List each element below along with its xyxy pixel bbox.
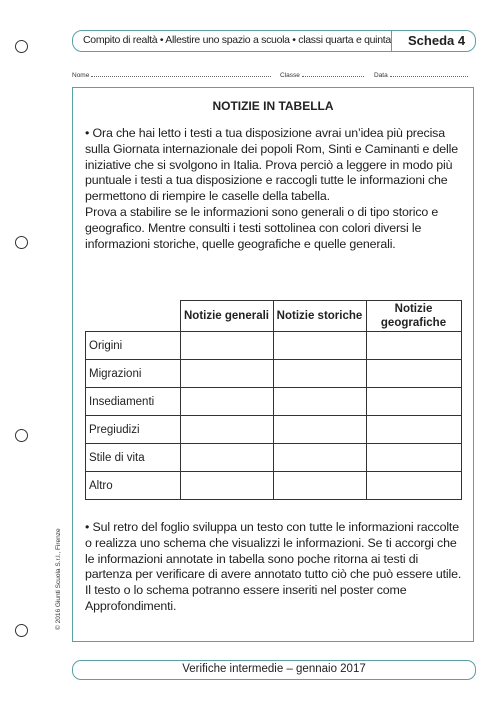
table-row bbox=[86, 360, 462, 388]
table-cell[interactable] bbox=[180, 360, 273, 388]
table-cell[interactable] bbox=[180, 416, 273, 444]
table-cell[interactable] bbox=[366, 388, 461, 416]
row-label-insediamenti: Insediamenti bbox=[86, 388, 181, 416]
exercise-title: NOTIZIE IN TABELLA bbox=[212, 99, 334, 113]
footer-text: Verifiche intermedie – gennaio 2017 bbox=[182, 663, 366, 675]
date-field[interactable] bbox=[374, 70, 468, 79]
row-label-stile-di-vita: Stile di vita bbox=[86, 444, 181, 472]
table-cell[interactable] bbox=[180, 332, 273, 360]
header-separator bbox=[391, 31, 392, 51]
header-title: Compito di realtà • Allestire uno spazio a scuola • classi quarta e quinta bbox=[83, 34, 391, 46]
class-field[interactable] bbox=[280, 70, 364, 79]
date-label: Data bbox=[374, 72, 388, 79]
exercise-box bbox=[72, 87, 474, 642]
table-cell[interactable] bbox=[273, 416, 366, 444]
table-row bbox=[86, 444, 462, 472]
table-cell[interactable] bbox=[273, 360, 366, 388]
column-header-geographic: Notizie geografiche bbox=[366, 301, 461, 332]
sheet-number: Scheda 4 bbox=[408, 33, 466, 48]
table-cell[interactable] bbox=[273, 472, 366, 500]
binder-hole-lower-middle bbox=[15, 429, 28, 442]
table-cell[interactable] bbox=[366, 416, 461, 444]
table-cell[interactable] bbox=[366, 472, 461, 500]
table-cell[interactable] bbox=[180, 388, 273, 416]
table-row bbox=[86, 388, 462, 416]
instructions-outro bbox=[85, 520, 465, 615]
table-cell[interactable] bbox=[366, 444, 461, 472]
footer-bar bbox=[72, 660, 476, 680]
row-label-migrazioni: Migrazioni bbox=[86, 360, 181, 388]
table-header-row bbox=[86, 301, 462, 332]
name-field[interactable] bbox=[72, 70, 271, 79]
binder-hole-top bbox=[15, 40, 28, 53]
table-row bbox=[86, 416, 462, 444]
name-label: Nome bbox=[72, 72, 90, 79]
instructions-intro bbox=[85, 126, 465, 252]
table-row bbox=[86, 332, 462, 360]
copyright-notice: © 2016 Giunti Scuola S.r.l., Firenze bbox=[55, 528, 62, 630]
table-cell[interactable] bbox=[273, 332, 366, 360]
table-corner bbox=[86, 301, 181, 332]
header-bar bbox=[72, 30, 476, 52]
table-cell[interactable] bbox=[180, 444, 273, 472]
table-cell[interactable] bbox=[366, 360, 461, 388]
row-label-origini: Origini bbox=[86, 332, 181, 360]
table-cell[interactable] bbox=[366, 332, 461, 360]
column-header-general: Notizie generali bbox=[180, 301, 273, 332]
intro-paragraph: • Ora che hai letto i testi a tua disposizione avrai un’idea più precisa sulla Giornata internazionale dei popoli Rom, Sinti e Caminanti e delle iniziative che si svolgono in Italia. Prova perciò a leggere in modo più puntuale i testi a tua disposizione e raccogli tutte le informazioni che permettono di riempire le caselle della tabella. bbox=[85, 126, 458, 204]
row-label-pregiudizi: Pregiudizi bbox=[86, 416, 181, 444]
intro-paragraph-2: Prova a stabilire se le informazioni sono generali o di tipo storico e geografico. Mentre consulti i testi sottolinea con colori diversi le informazioni storiche, quelle geografiche e quelle generali. bbox=[85, 204, 439, 251]
table-cell[interactable] bbox=[273, 388, 366, 416]
binder-hole-upper-middle bbox=[15, 236, 28, 249]
class-label: Classe bbox=[280, 72, 300, 79]
row-label-altro: Altro bbox=[86, 472, 181, 500]
table-cell[interactable] bbox=[273, 444, 366, 472]
table-cell[interactable] bbox=[180, 472, 273, 500]
table-row bbox=[86, 472, 462, 500]
column-header-historical: Notizie storiche bbox=[273, 301, 366, 332]
binder-hole-bottom bbox=[15, 624, 28, 637]
info-table bbox=[85, 300, 462, 500]
outro-paragraph: • Sul retro del foglio sviluppa un testo con tutte le informazioni raccolte o realizza uno schema che visualizzi le informazioni. Se ti accorgi che le informazioni annotate in tabella sono poche ritorna ai testi di partenza per verificare di avere annotato tutto ciò che può essere utile. Il testo o lo schema potranno essere inseriti nel poster come Approfondimenti. bbox=[85, 520, 462, 613]
